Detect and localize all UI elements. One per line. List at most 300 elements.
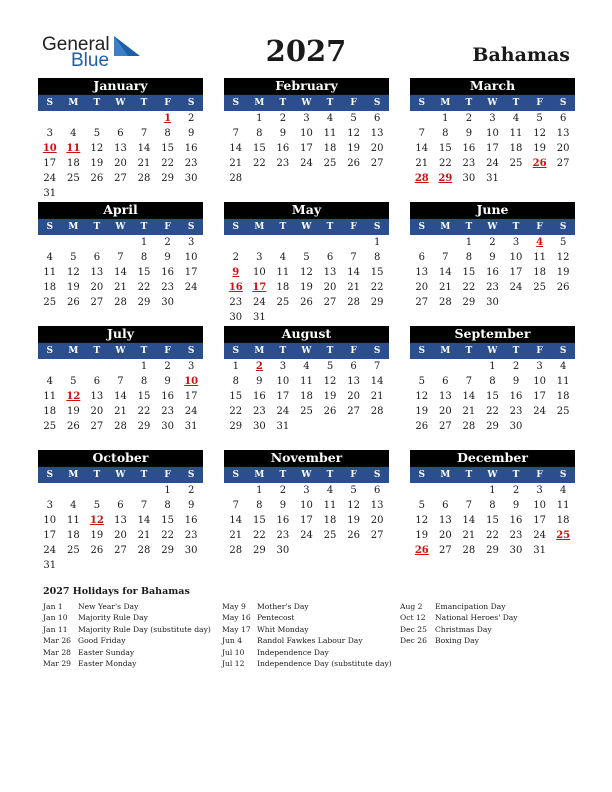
day-number: 9 [164, 252, 171, 263]
weekday-label: T [93, 98, 101, 108]
day-number: 30 [276, 545, 290, 556]
holiday-day: 11 [66, 143, 81, 154]
day-number: 7 [373, 361, 381, 372]
day-number: 5 [70, 376, 77, 387]
day-number: 2 [164, 237, 171, 248]
holiday-row [222, 612, 392, 623]
day-number: 18 [323, 515, 337, 526]
weekday-label: S [559, 346, 567, 356]
holiday-row [222, 647, 392, 658]
day-number: 23 [184, 158, 198, 169]
day-number: 2 [512, 361, 520, 372]
day-number: 24 [276, 406, 290, 417]
day-number: 13 [556, 128, 570, 139]
day-number: 22 [229, 406, 243, 417]
day-number: 5 [326, 361, 334, 372]
weekday-label: M [440, 346, 451, 356]
day-number: 20 [90, 406, 104, 417]
day-number: 26 [300, 297, 313, 308]
day-number: 10 [276, 376, 290, 387]
day-number: 24 [300, 530, 313, 541]
day-number: 31 [43, 188, 57, 199]
weekday-label: S [46, 98, 54, 108]
holiday-row [43, 624, 211, 635]
holiday-day: 12 [66, 391, 81, 402]
weekday-label: M [440, 222, 451, 232]
month-title: June [410, 202, 575, 218]
day-number: 22 [486, 406, 499, 417]
day-number: 22 [462, 282, 476, 293]
day-number: 17 [300, 515, 313, 526]
empty-day [132, 111, 156, 126]
empty-day [410, 235, 434, 250]
day-number: 28 [137, 173, 151, 184]
day-number: 4 [70, 500, 77, 511]
day-number: 23 [161, 406, 174, 417]
day-number: 9 [279, 128, 287, 139]
day-number: 13 [114, 515, 127, 526]
day-number: 7 [117, 252, 124, 263]
day-number: 19 [533, 143, 546, 154]
day-number: 2 [489, 237, 496, 248]
day-number: 17 [184, 391, 198, 402]
day-number: 23 [509, 406, 523, 417]
weekday-label: T [512, 222, 520, 232]
holiday-name: Randol Fawkes Labour Day [257, 636, 363, 646]
holiday-row [43, 647, 211, 658]
holiday-name: Good Friday [78, 636, 126, 646]
day-number: 17 [43, 530, 57, 541]
day-number: 29 [137, 421, 151, 432]
day-number: 22 [486, 530, 499, 541]
day-number: 30 [184, 173, 198, 184]
holiday-name: Emancipation Day [435, 602, 506, 611]
day-number: 27 [370, 158, 384, 169]
day-number: 3 [536, 485, 543, 496]
day-number: 22 [161, 158, 174, 169]
day-number: 15 [252, 515, 266, 526]
weekday-label: S [46, 222, 54, 232]
day-number: 15 [137, 267, 151, 278]
day-number: 24 [184, 406, 198, 417]
month-april [38, 202, 203, 310]
day-number: 6 [350, 361, 357, 372]
day-number: 20 [415, 282, 429, 293]
holiday-date: Jul 12 [222, 658, 245, 668]
weekday-label: S [187, 470, 195, 480]
day-number: 17 [486, 143, 499, 154]
holiday-row [43, 658, 211, 669]
day-number: 18 [300, 391, 313, 402]
day-number: 1 [140, 237, 148, 248]
day-number: 25 [300, 406, 313, 417]
day-number: 10 [184, 252, 198, 263]
weekday-label: T [512, 346, 520, 356]
day-number: 24 [533, 406, 546, 417]
day-number: 14 [462, 515, 476, 526]
day-number: 19 [347, 515, 360, 526]
day-number: 6 [117, 128, 124, 139]
empty-day [410, 111, 434, 126]
weekday-label: F [350, 470, 357, 480]
weekday-header [410, 342, 575, 359]
day-number: 20 [438, 530, 452, 541]
weekday-label: M [440, 98, 451, 108]
weekday-label: S [187, 98, 195, 108]
day-number: 28 [229, 173, 243, 184]
holiday-name: Pentecost [257, 613, 295, 623]
day-number: 1 [373, 237, 381, 248]
day-number: 28 [114, 297, 127, 308]
weekday-label: S [418, 98, 426, 108]
day-number: 9 [256, 376, 263, 387]
day-number: 4 [70, 128, 77, 139]
holiday-name: Christmas Day [435, 624, 492, 634]
weekday-label: T [140, 346, 148, 356]
day-number: 9 [164, 376, 171, 387]
day-number: 25 [509, 158, 523, 169]
day-number: 10 [43, 515, 57, 526]
day-number: 27 [90, 297, 104, 308]
holiday-day: 12 [89, 515, 104, 526]
weekday-label: T [93, 346, 101, 356]
day-number: 30 [252, 421, 266, 432]
empty-day [62, 359, 86, 374]
holiday-name: National Heroes' Day [435, 613, 518, 623]
day-number: 3 [512, 237, 520, 248]
day-number: 11 [556, 376, 570, 387]
day-number: 3 [489, 113, 496, 124]
day-number: 16 [184, 143, 198, 154]
weekday-label: F [164, 222, 171, 232]
day-number: 7 [140, 500, 148, 511]
day-number: 2 [279, 485, 287, 496]
holiday-row [222, 624, 392, 635]
day-number: 6 [559, 113, 567, 124]
empty-day [109, 483, 133, 498]
empty-day [457, 483, 481, 498]
empty-day [85, 235, 109, 250]
day-number: 14 [137, 515, 151, 526]
weekday-label: T [93, 470, 101, 480]
month-july [38, 326, 203, 434]
day-grid [224, 483, 389, 558]
day-number: 23 [509, 530, 523, 541]
weekday-label: T [465, 222, 473, 232]
day-number: 4 [559, 361, 567, 372]
day-number: 23 [229, 297, 243, 308]
month-title: January [38, 78, 203, 94]
day-number: 13 [90, 267, 104, 278]
day-number: 7 [465, 500, 473, 511]
day-number: 3 [46, 500, 53, 511]
holiday-date: Jan 1 [43, 602, 63, 611]
day-number: 4 [512, 113, 520, 124]
day-number: 12 [347, 500, 360, 511]
weekday-label: M [68, 470, 79, 480]
holiday-date: May 17 [222, 624, 251, 634]
empty-day [295, 235, 319, 250]
holiday-row [43, 635, 211, 646]
month-title: November [224, 450, 389, 466]
day-number: 27 [323, 297, 337, 308]
day-number: 25 [323, 158, 337, 169]
day-number: 26 [90, 545, 104, 556]
empty-day [38, 235, 62, 250]
month-october [38, 450, 203, 573]
day-number: 28 [137, 545, 151, 556]
weekday-label: T [326, 346, 334, 356]
holiday-day: 4 [536, 237, 544, 248]
day-number: 8 [489, 376, 496, 387]
day-number: 1 [140, 361, 148, 372]
day-number: 24 [184, 282, 198, 293]
day-number: 29 [161, 545, 174, 556]
day-number: 21 [415, 158, 429, 169]
day-number: 3 [187, 237, 195, 248]
day-grid [224, 111, 389, 186]
day-number: 22 [137, 406, 151, 417]
day-number: 26 [66, 297, 80, 308]
empty-day [62, 483, 86, 498]
day-number: 14 [438, 267, 452, 278]
month-title: September [410, 326, 575, 342]
day-number: 29 [486, 421, 499, 432]
day-number: 5 [93, 128, 101, 139]
day-number: 6 [373, 113, 381, 124]
day-grid [38, 111, 203, 201]
empty-day [318, 235, 342, 250]
weekday-label: S [187, 346, 195, 356]
day-number: 27 [114, 173, 127, 184]
day-number: 22 [161, 530, 174, 541]
weekday-header [38, 218, 203, 235]
day-number: 13 [347, 376, 360, 387]
day-number: 4 [559, 485, 567, 496]
day-number: 19 [415, 406, 429, 417]
day-number: 30 [184, 545, 198, 556]
weekday-label: W [301, 346, 312, 356]
holiday-name: Majority Rule Day [78, 613, 148, 623]
empty-day [38, 483, 62, 498]
holiday-day: 9 [232, 267, 240, 278]
day-number: 19 [66, 282, 80, 293]
day-number: 6 [326, 252, 334, 263]
day-number: 28 [114, 421, 127, 432]
day-number: 21 [229, 530, 243, 541]
day-number: 8 [232, 376, 239, 387]
empty-day [224, 111, 248, 126]
day-number: 25 [43, 297, 57, 308]
day-number: 5 [70, 252, 77, 263]
day-number: 13 [114, 143, 127, 154]
weekday-label: M [254, 346, 265, 356]
day-number: 21 [137, 530, 151, 541]
day-number: 4 [279, 252, 287, 263]
day-number: 9 [512, 500, 520, 511]
weekday-label: T [512, 470, 520, 480]
day-number: 17 [276, 391, 290, 402]
day-number: 19 [347, 143, 360, 154]
weekday-label: T [326, 470, 334, 480]
day-number: 3 [279, 361, 287, 372]
holiday-day: 16 [228, 282, 243, 293]
weekday-label: W [301, 98, 312, 108]
day-number: 17 [184, 267, 198, 278]
day-number: 20 [438, 406, 452, 417]
day-number: 18 [509, 143, 523, 154]
weekday-label: F [536, 470, 543, 480]
weekday-label: S [373, 222, 381, 232]
day-number: 6 [373, 485, 381, 496]
day-number: 11 [66, 515, 80, 526]
day-number: 7 [140, 128, 148, 139]
day-number: 8 [164, 128, 171, 139]
day-number: 31 [486, 173, 499, 184]
day-number: 16 [184, 515, 198, 526]
day-number: 22 [438, 158, 452, 169]
holiday-date: Mar 29 [43, 658, 72, 668]
day-number: 27 [114, 545, 127, 556]
day-number: 16 [509, 515, 523, 526]
day-number: 13 [323, 267, 337, 278]
day-number: 26 [323, 406, 337, 417]
day-number: 3 [303, 113, 310, 124]
day-number: 6 [418, 252, 425, 263]
holiday-date: Mar 28 [43, 647, 72, 657]
day-number: 11 [509, 128, 523, 139]
holiday-day: 25 [556, 530, 571, 541]
month-august [224, 326, 389, 434]
day-number: 17 [533, 515, 546, 526]
holiday-day: 26 [414, 545, 429, 556]
day-number: 10 [533, 376, 546, 387]
day-number: 21 [114, 282, 127, 293]
day-number: 5 [536, 113, 543, 124]
day-number: 25 [323, 530, 337, 541]
day-number: 12 [556, 252, 570, 263]
day-number: 14 [137, 143, 151, 154]
day-number: 18 [323, 143, 337, 154]
day-number: 4 [326, 113, 334, 124]
day-number: 21 [438, 282, 452, 293]
weekday-label: W [115, 470, 126, 480]
day-number: 20 [556, 143, 570, 154]
day-number: 31 [276, 421, 290, 432]
day-number: 14 [114, 391, 127, 402]
day-number: 24 [486, 158, 499, 169]
day-number: 18 [276, 282, 290, 293]
day-number: 17 [43, 158, 57, 169]
holiday-date: Dec 25 [400, 624, 427, 634]
weekday-label: S [373, 346, 381, 356]
day-number: 16 [276, 143, 290, 154]
day-number: 21 [462, 406, 476, 417]
day-number: 26 [556, 282, 570, 293]
day-number: 19 [556, 267, 570, 278]
month-title: December [410, 450, 575, 466]
day-number: 2 [232, 252, 239, 263]
empty-day [85, 359, 109, 374]
country-name: Bahamas [472, 44, 570, 66]
day-number: 1 [256, 485, 263, 496]
month-title: April [38, 202, 203, 218]
day-number: 26 [66, 421, 80, 432]
weekday-header [410, 466, 575, 483]
holiday-row [400, 624, 518, 635]
weekday-label: M [68, 346, 79, 356]
holiday-name: Easter Sunday [78, 647, 135, 657]
weekday-header [224, 342, 389, 359]
day-number: 11 [43, 267, 57, 278]
weekday-label: S [232, 346, 240, 356]
day-number: 24 [43, 545, 57, 556]
day-number: 29 [370, 297, 384, 308]
day-number: 18 [533, 267, 546, 278]
day-number: 8 [373, 252, 381, 263]
day-number: 9 [187, 128, 195, 139]
day-number: 31 [252, 312, 266, 323]
day-number: 11 [556, 500, 570, 511]
day-number: 30 [509, 421, 523, 432]
weekday-label: M [440, 470, 451, 480]
day-number: 18 [66, 530, 80, 541]
day-number: 18 [43, 406, 57, 417]
day-number: 9 [187, 500, 195, 511]
day-number: 8 [140, 252, 148, 263]
day-number: 14 [370, 376, 384, 387]
day-number: 18 [556, 391, 570, 402]
day-number: 14 [229, 143, 243, 154]
day-number: 7 [232, 500, 239, 511]
weekday-label: T [279, 346, 287, 356]
day-number: 23 [486, 282, 499, 293]
day-grid [224, 235, 389, 325]
holiday-date: Aug 2 [400, 602, 423, 611]
weekday-label: S [187, 222, 195, 232]
day-number: 5 [559, 237, 567, 248]
day-number: 15 [161, 143, 174, 154]
empty-day [434, 483, 458, 498]
holiday-day: 1 [164, 113, 172, 124]
day-number: 22 [252, 158, 266, 169]
day-number: 3 [187, 361, 195, 372]
day-number: 15 [438, 143, 452, 154]
day-number: 6 [442, 376, 449, 387]
day-grid [410, 359, 575, 434]
holiday-date: Jan 11 [43, 624, 68, 634]
empty-day [109, 359, 133, 374]
month-december [410, 450, 575, 558]
holiday-day: 10 [184, 376, 199, 387]
day-number: 12 [415, 391, 429, 402]
day-number: 6 [93, 252, 101, 263]
day-number: 5 [303, 252, 310, 263]
day-number: 14 [114, 267, 127, 278]
weekday-label: F [164, 346, 171, 356]
holiday-list [43, 586, 583, 668]
empty-day [434, 359, 458, 374]
day-number: 21 [114, 406, 127, 417]
month-title: March [410, 78, 575, 94]
day-number: 24 [300, 158, 313, 169]
month-january [38, 78, 203, 201]
day-number: 9 [489, 252, 496, 263]
weekday-label: T [512, 98, 520, 108]
day-number: 5 [350, 485, 357, 496]
day-number: 4 [303, 361, 310, 372]
day-number: 30 [229, 312, 243, 323]
